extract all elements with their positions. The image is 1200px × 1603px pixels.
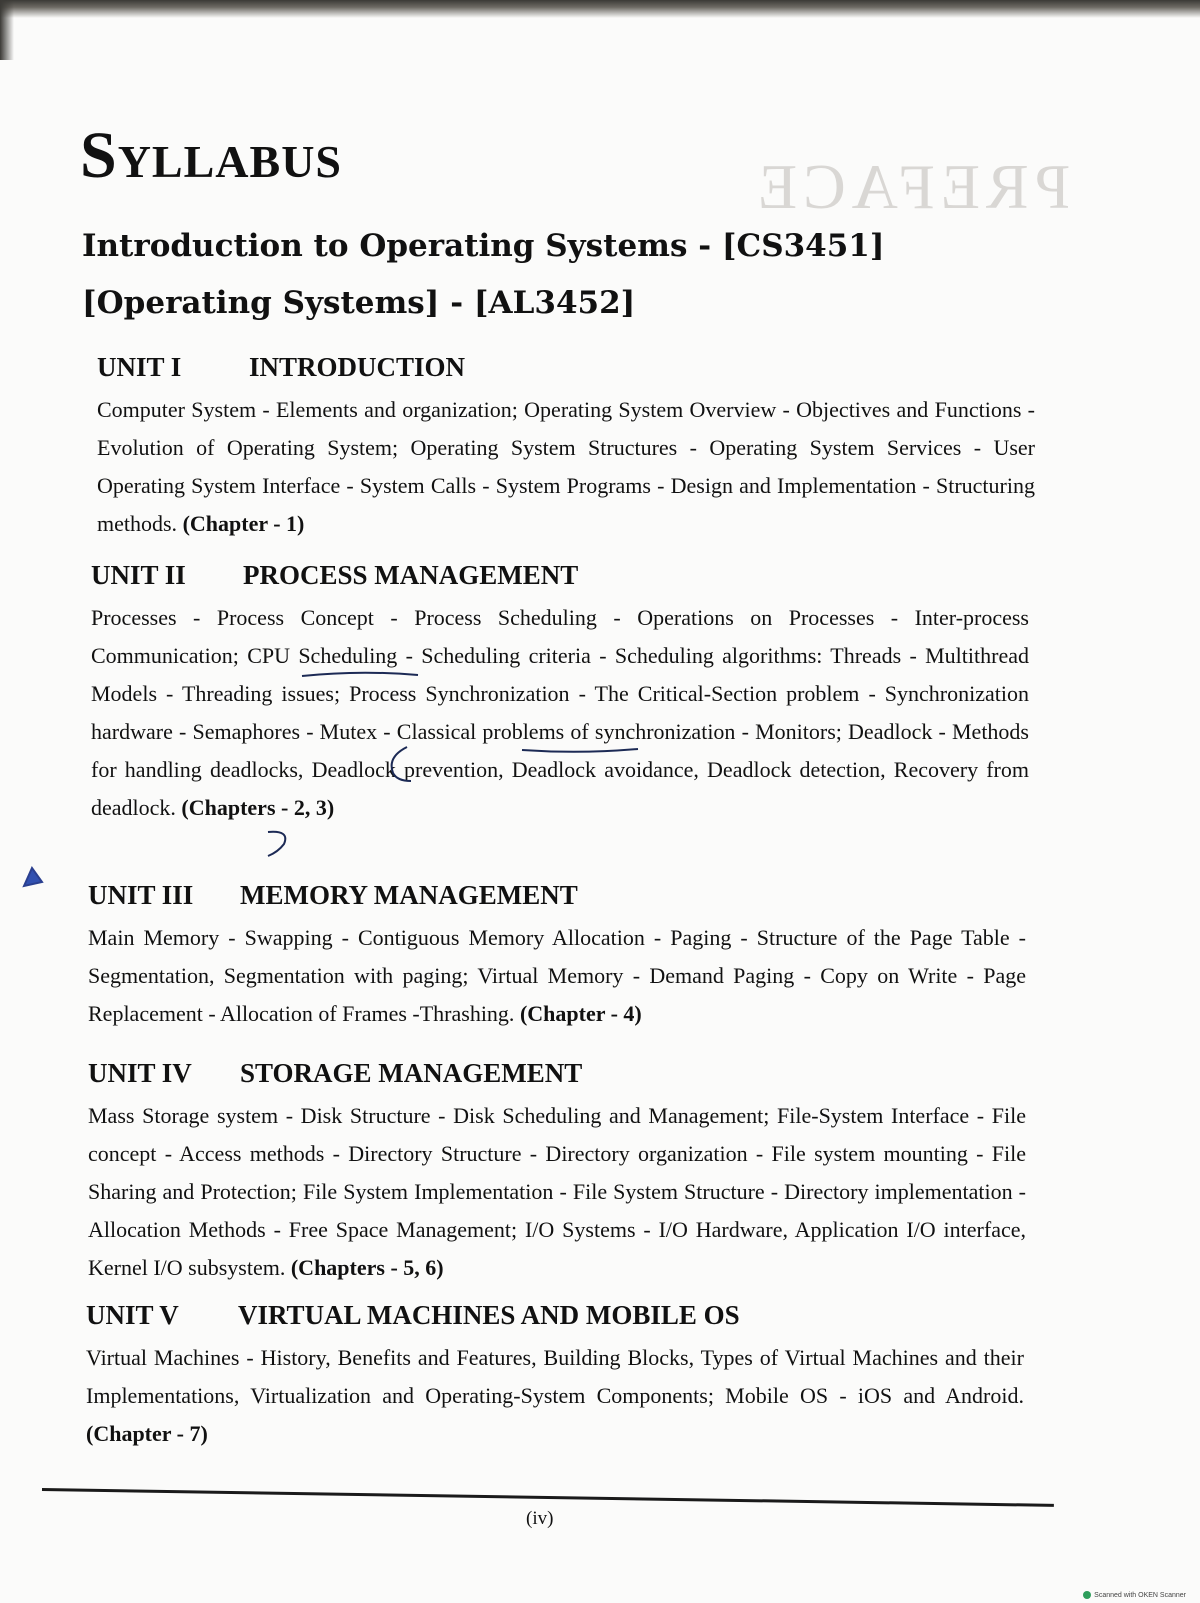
unit-number: UNIT III [88, 880, 194, 910]
unit-heading [88, 880, 1026, 911]
unit-topics: Mass Storage system - Disk Structure - Disk Scheduling and Management; File-System Interface - File concept - Access methods - Directory Structure - Directory organization - File system mounting - File Sharing and Protection; File System Implementation - File System Structure - Directory implementation - Allocation Methods - Free Space Management; I/O Systems - I/O Hardware, Application I/O interface, Kernel I/O subsystem. [88, 1103, 1026, 1280]
unit-title: STORAGE MANAGEMENT [240, 1058, 583, 1088]
scanner-watermark-text: Scanned with OKEN Scanner [1094, 1591, 1186, 1599]
course-title: Introduction to Operating Systems - [CS3451] [82, 228, 885, 264]
unit-number: UNIT II [91, 560, 186, 590]
chapter-reference: (Chapters - 2, 3) [181, 795, 335, 820]
unit-content [88, 1097, 1026, 1287]
pen-arrow-mark [264, 826, 294, 858]
course-alt-title: [Operating Systems] - [AL3452] [82, 285, 636, 321]
unit-title: PROCESS MANAGEMENT [243, 560, 579, 590]
unit-topics: Processes - Process Concept - Process Scheduling - Operations on Processes - Inter-process Communication; CPU Scheduling - Scheduling criteria - Scheduling algorithms: Threads - Multithread Models - Threading issues; Process Synchronization - The Critical-Section problem - Synchronization hardware - Semaphores - Mutex - Classical problems of synchronization - Monitors; Deadlock - Methods for handling deadlocks, Deadlock prevention, Deadlock avoidance, Deadlock detection, Recovery from deadlock. [91, 605, 1029, 820]
unit-section [86, 1300, 1024, 1453]
unit-heading [97, 352, 1035, 383]
unit-section [88, 880, 1026, 1033]
unit-heading [86, 1300, 1024, 1331]
unit-heading [88, 1058, 1026, 1089]
margin-arrow-mark [20, 864, 46, 890]
unit-section [88, 1058, 1026, 1287]
unit-topics: Virtual Machines - History, Benefits and Features, Building Blocks, Types of Virtual Machines and their Implementations, Virtualization and Operating-System Components; Mobile OS - iOS and Android. [86, 1345, 1024, 1408]
chapter-reference: (Chapter - 1) [182, 511, 305, 536]
scanner-logo-icon [1083, 1591, 1091, 1599]
chapter-reference: (Chapter - 7) [86, 1421, 208, 1446]
unit-topics: Computer System - Elements and organization; Operating System Overview - Objectives and Functions - Evolution of Operating System; Operating System Structures - Operating System Services - User Operating System Interface - System Calls - System Programs - Design and Implementation - Structuring methods. [97, 397, 1035, 536]
unit-content [91, 599, 1029, 827]
footer-divider [42, 1488, 1054, 1507]
unit-section [97, 352, 1035, 543]
chapter-reference: (Chapter - 4) [519, 1001, 642, 1026]
page-edge-shadow-left [0, 0, 14, 60]
unit-content [88, 919, 1026, 1033]
unit-content [86, 1339, 1024, 1453]
page-title: Syllabus [80, 119, 342, 192]
scanner-watermark [1083, 1591, 1186, 1599]
unit-title: MEMORY MANAGEMENT [240, 880, 578, 910]
unit-section [91, 560, 1029, 827]
unit-title: INTRODUCTION [249, 352, 466, 382]
unit-number: UNIT I [97, 352, 182, 382]
unit-number: UNIT IV [88, 1058, 192, 1088]
page-edge-shadow [0, 0, 1200, 18]
page-number: (iv) [526, 1508, 554, 1529]
unit-number: UNIT V [86, 1300, 179, 1330]
unit-heading [91, 560, 1029, 591]
chapter-reference: (Chapters - 5, 6) [290, 1255, 444, 1280]
unit-content [97, 391, 1035, 543]
unit-topics: Main Memory - Swapping - Contiguous Memory Allocation - Paging - Structure of the Page Table - Segmentation, Segmentation with paging; Virtual Memory - Demand Paging - Copy on Write - Page Replacement - Allocation of Frames -Thrashing. [88, 925, 1026, 1026]
unit-title: VIRTUAL MACHINES AND MOBILE OS [238, 1300, 740, 1330]
bleed-through-text: PREFACE [751, 151, 1070, 222]
